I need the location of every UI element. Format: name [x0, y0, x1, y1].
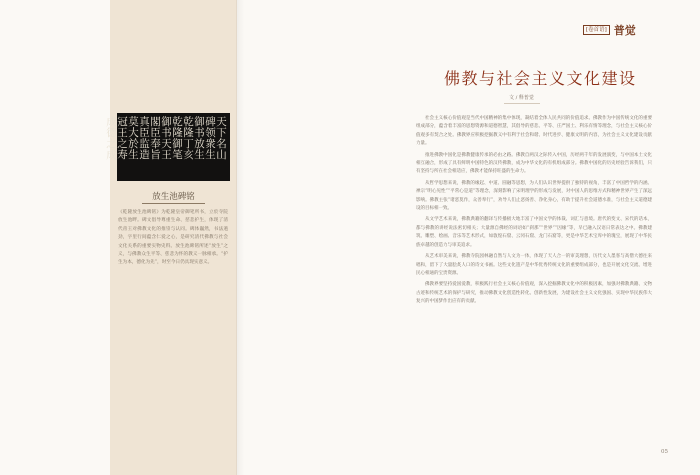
article-body: [416, 115, 652, 310]
left-page-margin: [0, 0, 110, 475]
rubbing-column: 乾隆御笔: [171, 116, 183, 160]
rubbing-column: 乾隆丁亥: [182, 116, 194, 160]
article-paragraph: 从文学艺术来说，佛教典籍的翻译与传播极大地丰富了中国文学的体裁、词汇与意境。唐代的变文、宋代的话本，都与佛教的讲经说法密切相关；大量源自佛经的词语如“刹那”“世界”“因缘”等，早已融入汉语日常表达之中。佛教建筑、雕塑、绘画、音乐等艺术形式，如敦煌石窟、云冈石窟、龙门石窟等，更是中华艺术宝库中的瑰宝，展现了中华民族卓越的创造力与审美追求。: [416, 217, 652, 248]
page-header: [583, 22, 636, 38]
article-title: 佛教与社会主义文化建设: [444, 69, 637, 88]
rubbing-column: 碑领衆生: [204, 116, 216, 160]
rubbing-column: 莫大於生: [127, 116, 139, 160]
rubbing-column: 閣臣奉旨: [149, 116, 161, 160]
rubbing-column: 御书天王: [160, 116, 172, 160]
brand-name: 普觉: [613, 24, 636, 37]
stele-rubbing-image: [105, 113, 230, 181]
article-paragraph: 社会主义核心价值观是当代中国精神的集中体现，凝结着全体人民共同的价值追求。佛教作为中国传统文化的重要组成部分，蕴含着丰富的思想资源和道德智慧，其倡导的慈悲、平等、庄严国土、利乐有情等理念，与社会主义核心价值观多有契合之处。佛教界应积极挖掘教义中有利于社会和谐、时代进步、健康文明的内容，为社会主义文化建设贡献力量。: [416, 116, 652, 147]
author-divider: [504, 103, 540, 104]
rubbing-columns: [105, 116, 227, 178]
article-paragraph: 推进佛教中国化是佛教健康传承的必由之路。佛教自两汉之际传入中国，历经两千年的发展演变，与中国本土文化相互融合，形成了具有鲜明中国特色的汉传佛教，成为中华文化的有机组成部分。佛教中国化的历史经验告诉我们，只有坚持与所在社会相适应，佛教才能保持旺盛的生命力。: [416, 152, 652, 175]
article-paragraph: 从哲学思想来说，佛教的缘起、中道、圆融等思想，为人们认识世界提供了独特的视角，丰富了中国哲学的内涵。禅宗“明心见性”“平常心是道”等理念，深刻影响了宋明理学的形成与发展，对中国人的思维方式和精神世界产生了深远影响。佛教主张“诸恶莫作，众善奉行”，劝导人们止恶扬善、净化身心，有助于提升社会道德水准，与社会主义道德建设的目标相一致。: [416, 180, 652, 212]
article-paragraph: 佛教界要坚持爱国爱教，积极践行社会主义核心价值观，深入挖掘佛教文化中的积极因素，加强对佛教典籍、文物古迹和传统艺术的保护与研究，推动佛教文化创造性转化、创新性发展，为建设社会主义文化强国、实现中华民族伟大复兴的中国梦作出应有的贡献。: [416, 282, 652, 305]
rubbing-column: 冠王之寿: [116, 116, 128, 160]
page-gutter: [236, 0, 244, 475]
caption-divider: [142, 203, 205, 204]
rubbing-column: 真臣监造: [138, 116, 150, 160]
sidebar-text: 《乾隆放生池碑铭》为乾隆皇帝御笔所书，立於寺院放生池畔。碑文倡导尊重生命、慈悲护生，体现了清代帝王对佛教文化的推崇与认同。碑体巍然，书法遒劲，字里行间蕴含仁爱之心，是研究清代佛教与社会文化关系的重要实物史料。放生池碑铭所述“放生”之义，与佛教众生平等、慈悲为怀的教义一脉相承。“护生为本，德化为先”，时至今日仍具现实意义。: [118, 210, 228, 266]
article-author: 文 / 释普觉: [509, 95, 534, 101]
rubbing-column: 天下名山: [215, 116, 227, 160]
rubbing-column: 成德之成: [105, 116, 117, 160]
page-number: 05: [661, 449, 668, 455]
section-tag: [卷首语]: [583, 25, 610, 35]
rubbing-column: 御书放生: [193, 116, 205, 160]
article-paragraph: 从艺术审美来说，佛教寺院园林融自然与人文为一体，体现了天人合一的审美理想，历代文人墨客与高僧大德往来唱和，留下了大量脍炙人口的诗文书画。这些文化遗产是中华优秀传统文化的重要组成部分，也是开展文化交流、增进民心相通的宝贵资源。: [416, 254, 652, 276]
image-caption: 放生池碑铭: [152, 192, 195, 202]
